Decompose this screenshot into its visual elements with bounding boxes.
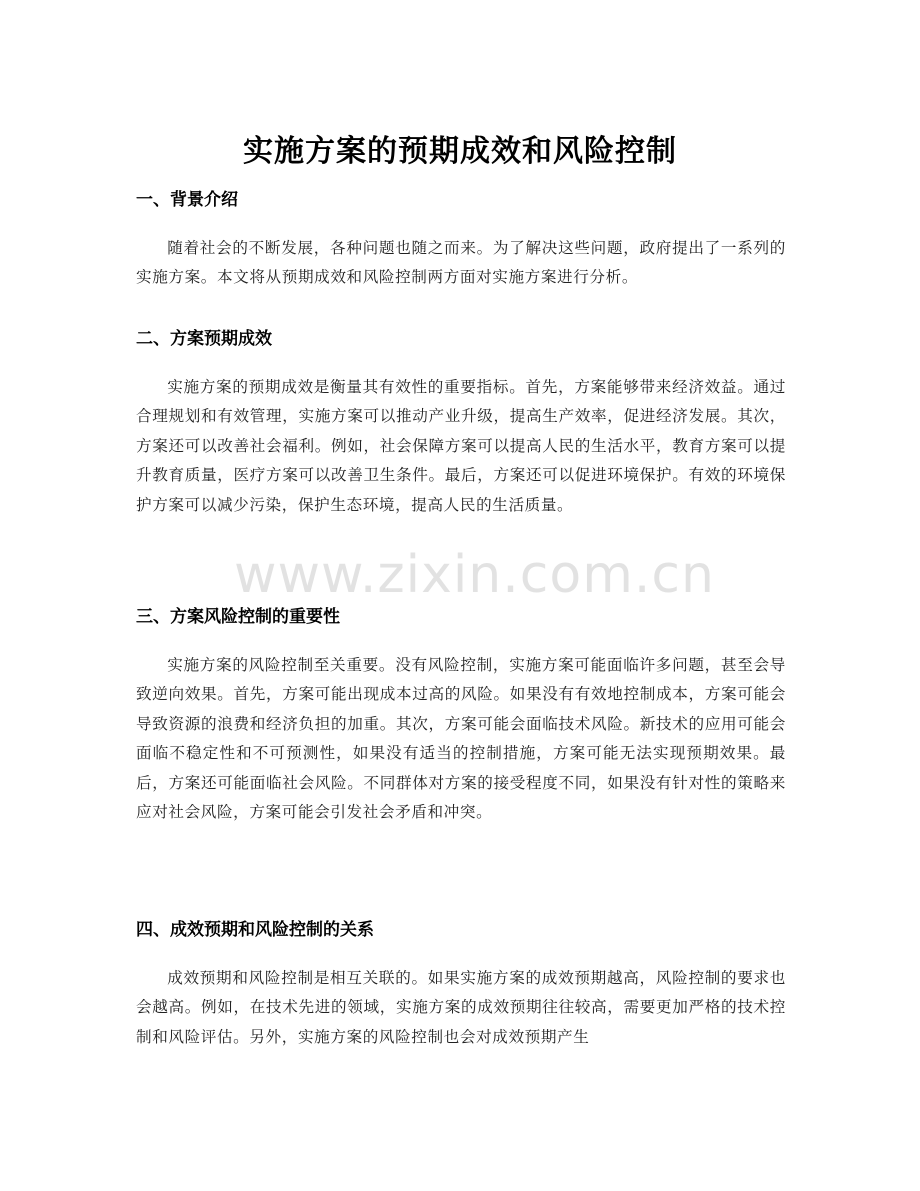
section-risk-control-importance [136,605,786,827]
section-paragraph: 成效预期和风险控制是相互关联的。如果实施方案的成效预期越高，风险控制的要求也会越高。例如，在技术先进的领域，实施方案的成效预期往往较高，需要更加严格的技术控制和风险评估。另外，实施方案的风险控制也会对成效预期产生 [136,969,786,1046]
document-title: 实施方案的预期成效和风险控制 [243,134,677,170]
section-paragraph: 随着社会的不断发展，各种问题也随之而来。为了解决这些问题，政府提出了一系列的实施方案。本文将从预期成效和风险控制两方面对实施方案进行分析。 [136,239,786,287]
section-paragraph: 实施方案的风险控制至关重要。没有风险控制，实施方案可能面临许多问题，甚至会导致逆向效果。首先，方案可能出现成本过高的风险。如果没有有效地控制成本，方案可能会导致资源的浪费和经济负担的加重。其次，方案可能会面临技术风险。新技术的应用可能会面临不稳定性和不可预测性，如果没有适当的控制措施，方案可能无法实现预期效果。最后，方案还可能面临社会风险。不同群体对方案的接受程度不同，如果没有针对性的策略来应对社会风险，方案可能会引发社会矛盾和冲突。 [136,656,786,822]
section-heading: 四、成效预期和风险控制的关系 [136,920,374,940]
section-heading: 二、方案预期成效 [136,329,272,349]
section-heading: 三、方案风险控制的重要性 [136,607,340,627]
section-expected-results [136,327,786,520]
section-relationship [136,918,786,1052]
watermark: www.zixin.com.cn [234,545,715,605]
section-background [136,188,786,293]
section-paragraph: 实施方案的预期成效是衡量其有效性的重要指标。首先，方案能够带来经济效益。通过合理规划和有效管理，实施方案可以推动产业升级，提高生产效率，促进经济发展。其次，方案还可以改善社会福利。例如，社会保障方案可以提高人民的生活水平，教育方案可以提升教育质量，医疗方案可以改善卫生条件。最后，方案还可以促进环境保护。有效的环境保护方案可以减少污染，保护生态环境，提高人民的生活质量。 [136,378,786,514]
section-heading: 一、背景介绍 [136,190,238,210]
